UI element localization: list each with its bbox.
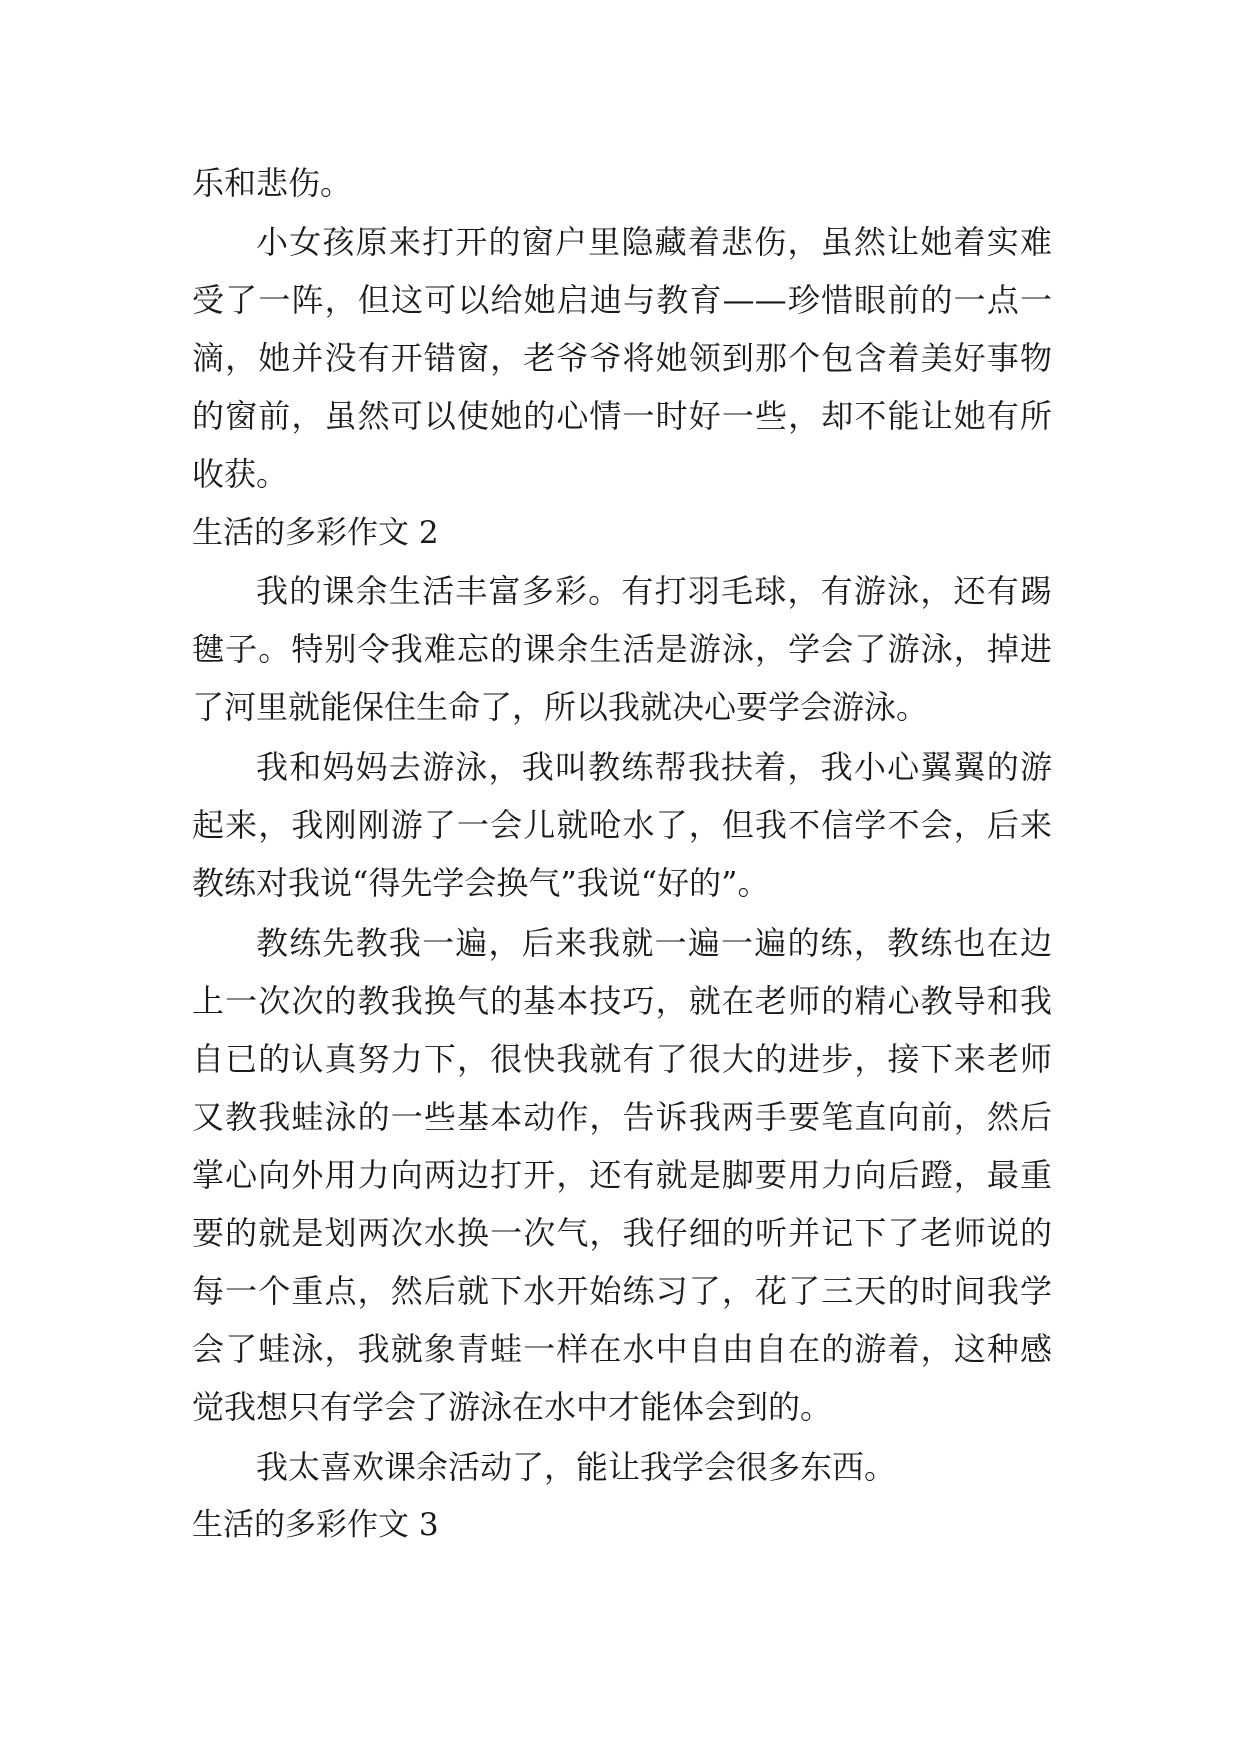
paragraph-line: 滴，她并没有开错窗，老爷爷将她领到那个包含着美好事物: [192, 339, 1052, 377]
paragraph-line: 受了一阵，但这可以给她启迪与教育——珍惜眼前的一点一: [192, 281, 1052, 319]
paragraph-line: 我太喜欢课余活动了，能让我学会很多东西。: [256, 1448, 897, 1486]
paragraph-line: 上一次次的教我换气的基本技巧，就在老师的精心教导和我: [192, 982, 1052, 1020]
paragraph-line: 教练先教我一遍，后来我就一遍一遍的练，教练也在边: [256, 924, 1052, 962]
paragraph-line: 又教我蛙泳的一些基本动作，告诉我两手要笔直向前，然后: [192, 1098, 1052, 1136]
section-heading: 生活的多彩作文 2: [192, 515, 439, 551]
paragraph-line: 的窗前，虽然可以使她的心情一时好一些，却不能让她有所: [192, 397, 1052, 435]
paragraph-line: 我的课余生活丰富多彩。有打羽毛球，有游泳，还有踢: [256, 572, 1052, 610]
paragraph-line: 起来，我刚刚游了一会儿就呛水了，但我不信学不会，后来: [192, 806, 1052, 844]
section-heading: 生活的多彩作文 3: [192, 1507, 439, 1543]
paragraph-line: 要的就是划两次水换一次气，我仔细的听并记下了老师说的: [192, 1214, 1052, 1252]
paragraph-line: 了河里就能保住生命了，所以我就决心要学会游泳。: [192, 688, 929, 726]
paragraph-line: 小女孩原来打开的窗户里隐藏着悲伤，虽然让她着实难: [256, 223, 1052, 261]
paragraph-line: 收获。: [192, 455, 289, 493]
paragraph-line: 会了蛙泳，我就象青蛙一样在水中自由自在的游着，这种感: [192, 1330, 1052, 1368]
paragraph-line: 我和妈妈去游泳，我叫教练帮我扶着，我小心翼翼的游: [256, 748, 1052, 786]
paragraph-line: 教练对我说“得先学会换气”我说“好的”。: [192, 864, 770, 902]
paragraph-line: 觉我想只有学会了游泳在水中才能体会到的。: [192, 1388, 833, 1426]
paragraph-line: 掌心向外用力向两边打开，还有就是脚要用力向后蹬，最重: [192, 1156, 1052, 1194]
paragraph-line: 自已的认真努力下，很快我就有了很大的进步，接下来老师: [192, 1040, 1052, 1078]
paragraph-line: 毽子。特别令我难忘的课余生活是游泳，学会了游泳，掉进: [192, 630, 1052, 668]
paragraph-line: 乐和悲伤。: [192, 164, 353, 202]
paragraph-line: 每一个重点，然后就下水开始练习了，花了三天的时间我学: [192, 1272, 1052, 1310]
